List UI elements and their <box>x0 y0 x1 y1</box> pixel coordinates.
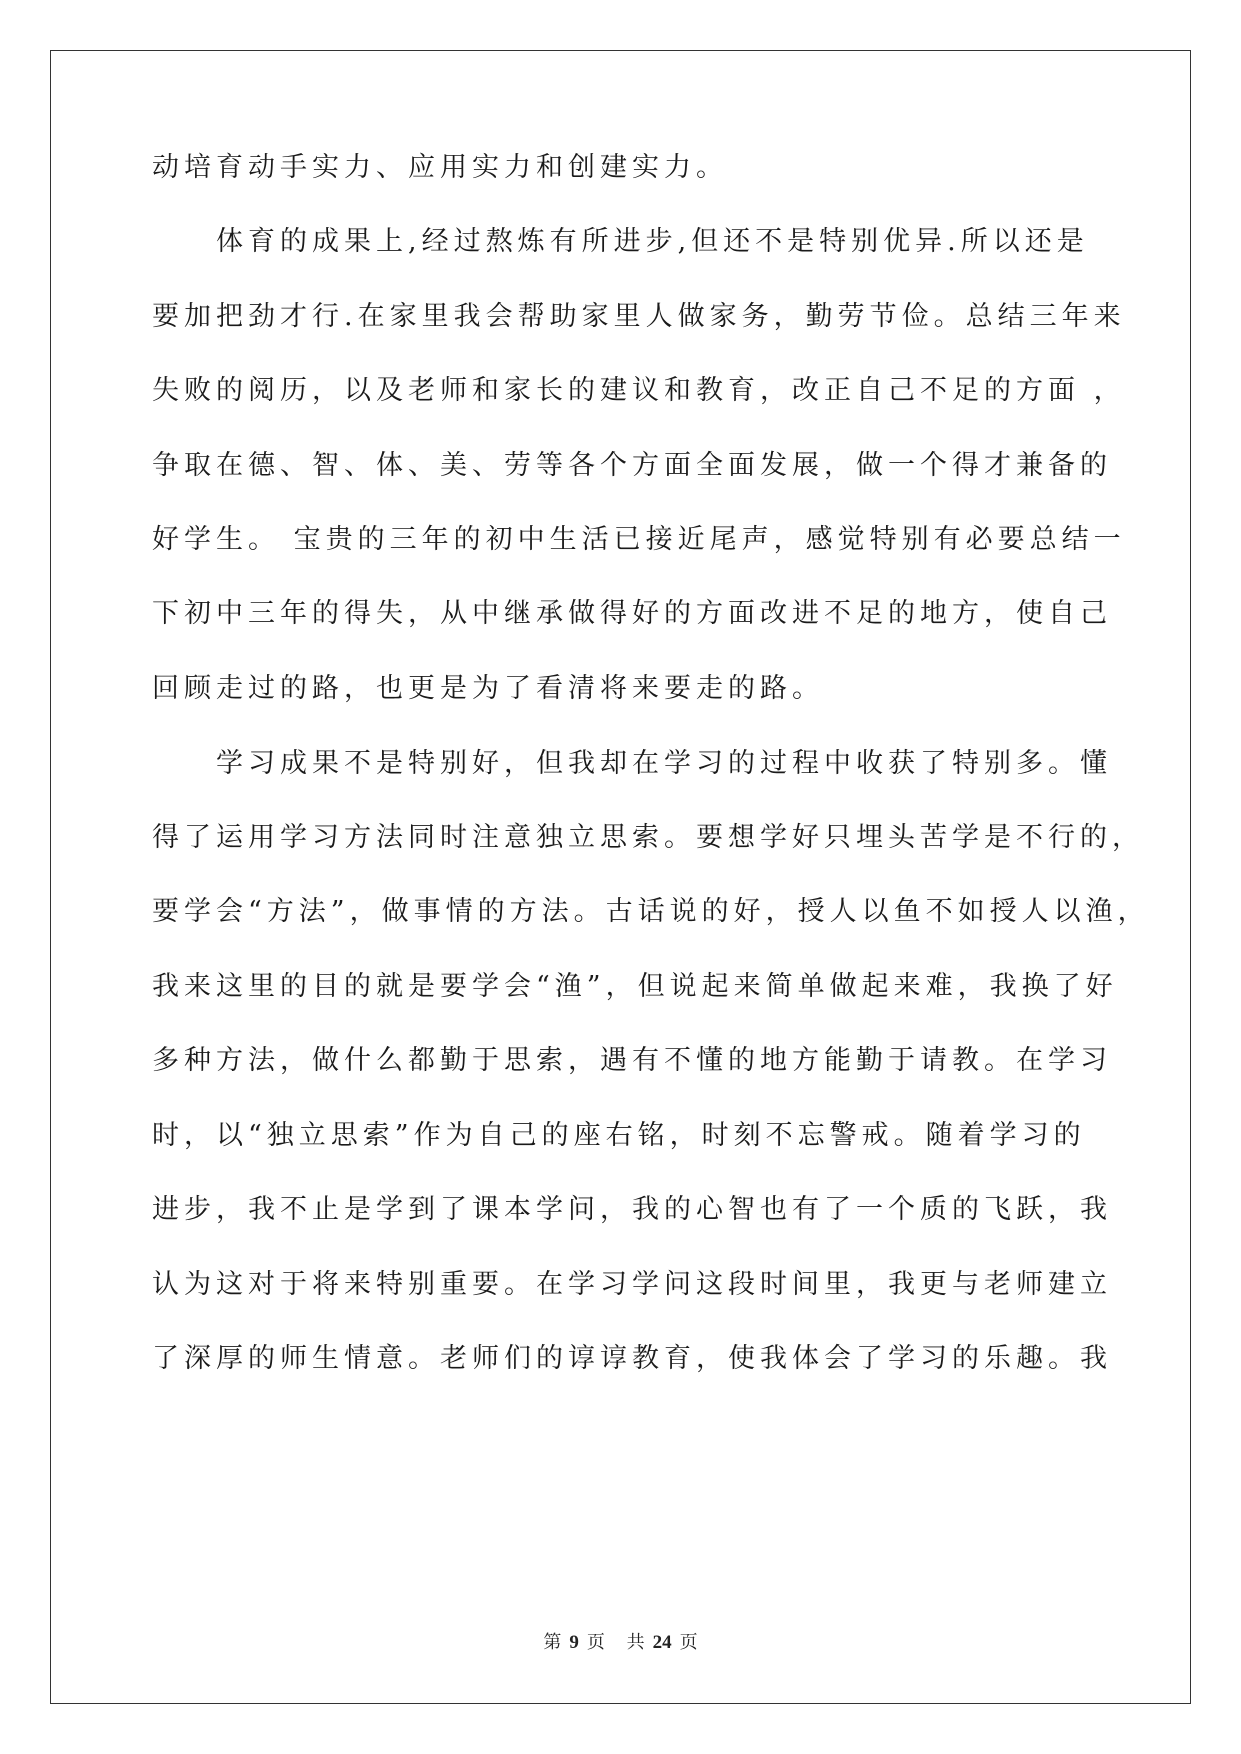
text-line: 得了运用学习方法同时注意独立思索。要想学好只埋头苦学是不行的， <box>152 822 1144 853</box>
text-line: 学习成果不是特别好，但我却在学习的过程中收获了特别多。懂 <box>216 748 1112 779</box>
text-line: 回顾走过的路，也更是为了看清将来要走的路。 <box>152 673 824 704</box>
page-footer <box>0 1628 1241 1654</box>
total-pages: 24 <box>652 1632 672 1653</box>
text-line: 下初中三年的得失，从中继承做得好的方面改进不足的地方，使自己 <box>152 598 1112 629</box>
text-line: 要学会“方法”，做事情的方法。古话说的好，授人以鱼不如授人以渔， <box>152 896 1150 927</box>
text-line: 认为这对于将来特别重要。在学习学问这段时间里，我更与老师建立 <box>152 1269 1112 1300</box>
total-prefix: 共 <box>626 1632 645 1653</box>
text-line: 进步，我不止是学到了课本学问，我的心智也有了一个质的飞跃，我 <box>152 1194 1112 1225</box>
page-indicator <box>539 1632 609 1653</box>
total-indicator <box>623 1632 702 1653</box>
text-line: 失败的阅历，以及老师和家长的建议和教育，改正自己不足的方面 ， <box>152 375 1126 406</box>
text-line: 争取在德、智、体、美、劳等各个方面全面发展，做一个得才兼备的 <box>152 450 1112 481</box>
text-line: 时，以“独立思索”作为自己的座右铭，时刻不忘警戒。随着学习的 <box>152 1120 1086 1151</box>
page-number: 9 <box>569 1632 579 1653</box>
text-line: 动培育动手实力、应用实力和创建实力。 <box>152 152 728 183</box>
total-suffix: 页 <box>679 1632 698 1653</box>
text-line: 多种方法，做什么都勤于思索，遇有不懂的地方能勤于请教。在学习 <box>152 1045 1112 1076</box>
page-prefix: 第 <box>543 1632 562 1653</box>
page-suffix: 页 <box>586 1632 605 1653</box>
text-line: 我来这里的目的就是要学会“渔”，但说起来简单做起来难，我换了好 <box>152 971 1118 1002</box>
text-line: 体育的成果上,经过熬炼有所进步,但还不是特别优异.所以还是 <box>216 226 1089 257</box>
text-line: 要加把劲才行.在家里我会帮助家里人做家务，勤劳节俭。总结三年来 <box>152 301 1126 332</box>
text-line: 了深厚的师生情意。老师们的谆谆教育，使我体会了学习的乐趣。我 <box>152 1343 1112 1374</box>
text-line: 好学生。 宝贵的三年的初中生活已接近尾声，感觉特别有必要总结一 <box>152 524 1126 555</box>
